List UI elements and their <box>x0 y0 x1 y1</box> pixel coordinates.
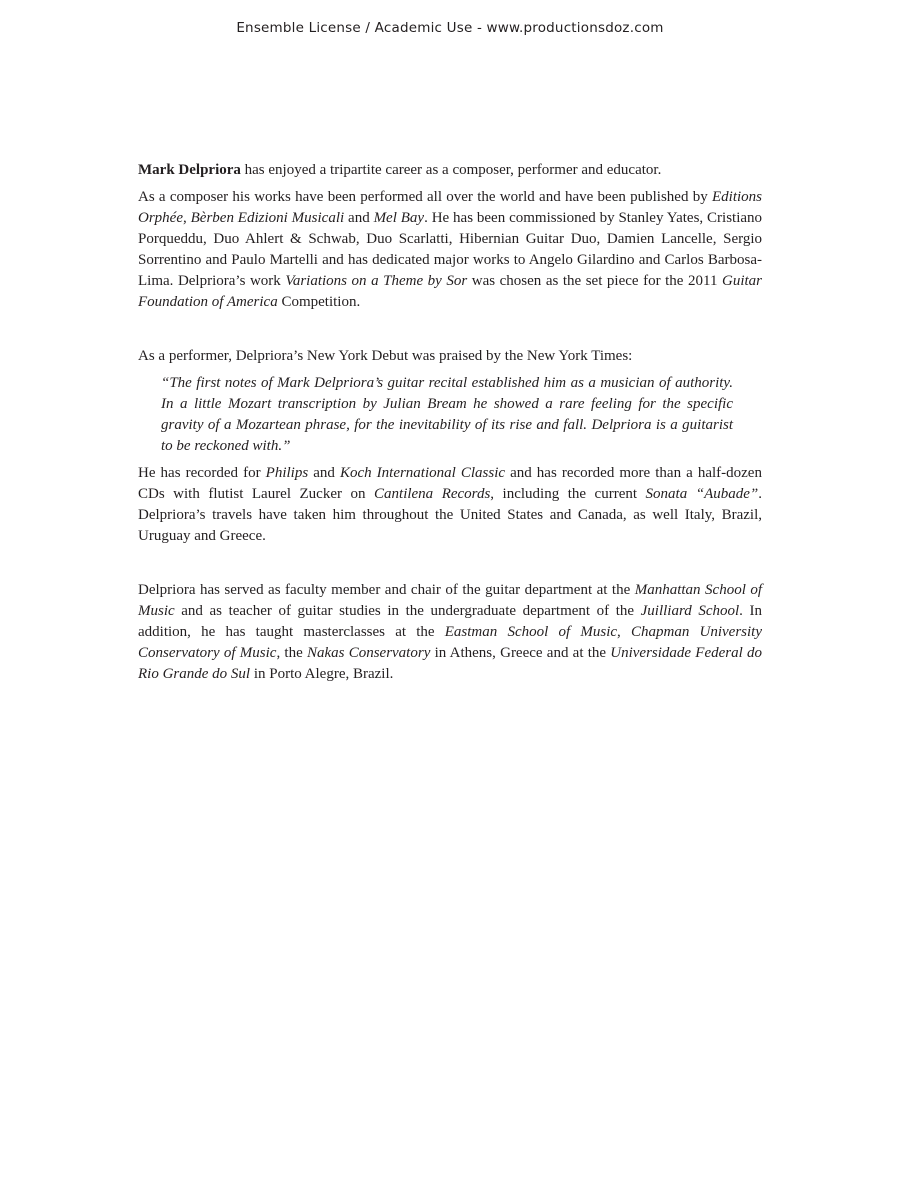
biography <box>138 160 762 685</box>
text-span: and <box>308 465 340 481</box>
text-span: He has recorded for <box>138 465 266 481</box>
school-nakas: Nakas Conservatory <box>306 645 431 661</box>
text-span: , the <box>276 645 307 661</box>
label-cantilena: Cantilena Records <box>374 486 491 502</box>
text-span: As a composer his works have been performed all over the world and have been published by <box>138 189 712 205</box>
text-span: . In addition, he has taught masterclasses at the <box>138 603 762 640</box>
text-span: Delpriora has served as faculty member and chair of the guitar department at the <box>138 582 635 598</box>
intro-text: has enjoyed a tripartite career as a composer, performer and educator. <box>240 162 662 178</box>
school-manhattan: Manhattan School of Music <box>138 582 763 619</box>
composer-name: Mark Delpriora <box>138 162 241 178</box>
label-koch: Koch International Classic <box>339 465 506 481</box>
bio-paragraph-composer <box>138 187 762 313</box>
text-span: was chosen as the set piece for the 2011 <box>467 273 722 289</box>
album-title: Sonata “Aubade” <box>645 486 759 502</box>
text-span: , <box>183 210 191 226</box>
competition-name: Guitar Foundation of America <box>138 273 762 310</box>
publisher-mel-bay: Mel Bay <box>373 210 425 226</box>
bio-paragraph-performer: As a performer, Delpriora’s New York Debut was praised by the New York Times: <box>138 348 633 364</box>
bio-paragraph-recordings <box>138 463 762 547</box>
school-ufrgs: Universidade Federal do Rio Grande do Sul <box>138 645 763 682</box>
publisher-berben: Bèrben Edizioni Musicali <box>190 210 345 226</box>
text-span: in Athens, Greece and at the <box>430 645 611 661</box>
school-chapman: Chapman University Conservatory of Music <box>138 624 763 661</box>
work-title: Variations on a Theme by Sor <box>285 273 468 289</box>
school-eastman: Eastman School of Music <box>444 624 618 640</box>
publisher-orphee: Editions Orphée <box>138 189 762 226</box>
text-span: , <box>617 624 631 640</box>
label-philips: Philips <box>265 465 309 481</box>
text-span: and <box>344 210 374 226</box>
text-span: Competition. <box>277 294 361 310</box>
text-span: and as teacher of guitar studies in the undergraduate department of the <box>174 603 641 619</box>
school-juilliard: Juilliard School <box>640 603 740 619</box>
text-span: . He has been commissioned by Stanley Yates, Cristiano Porqueddu, Duo Ahlert & Schwab, Duo Scarlatti, Hibernian Guitar Duo, Damien Lancelle, Sergio Sorrentino and Paulo Martelli and has dedicated major works to Angelo Gilardino and Carlos Barbosa-Lima. Delpriora’s work <box>138 210 763 289</box>
bio-paragraph-educator <box>138 580 762 685</box>
text-span: in Porto Alegre, Brazil. <box>250 666 394 682</box>
text-span: and has recorded more than a half-dozen CDs with flutist Laurel Zucker on <box>138 465 762 502</box>
press-quote: “The first notes of Mark Delpriora’s guitar recital established him as a musician of authority. In a little Mozart transcription by Julian Bream he showed a rare feeling for the specific gravity of a Mozartean phrase, for the inevitability of its rise and fall. Delpriora is a guitarist to be reckoned with.” <box>161 375 733 454</box>
text-span: . Delpriora’s travels have taken him throughout the United States and Canada, as well Italy, Brazil, Uruguay and Greece. <box>138 486 762 544</box>
bio-paragraph-intro <box>138 160 762 181</box>
license-header: Ensemble License / Academic Use - www.productionsdoz.com <box>236 20 664 36</box>
text-span: , including the current <box>490 486 646 502</box>
